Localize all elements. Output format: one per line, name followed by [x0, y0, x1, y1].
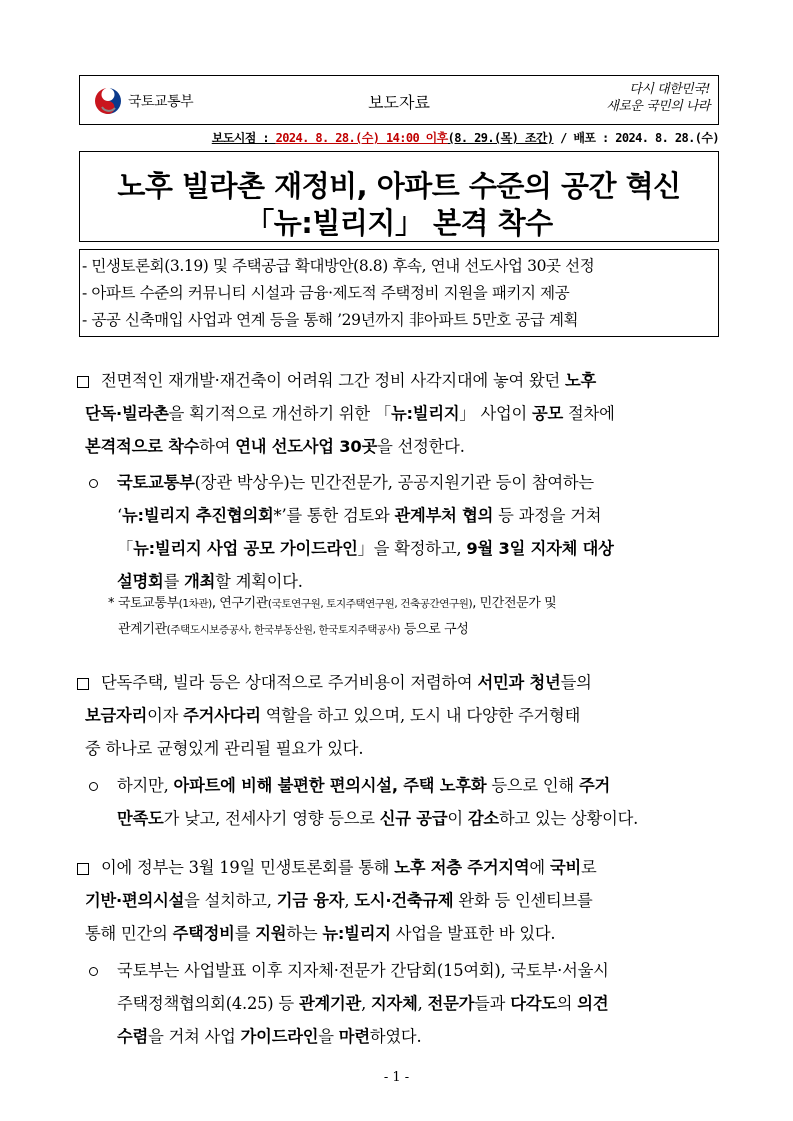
emphasis: 도시·건축규제 — [354, 891, 454, 910]
text: (1차관) — [178, 598, 212, 610]
paragraph-2 — [85, 666, 726, 765]
title-line1: 노후 빌라촌 재정비, 아파트 수준의 공간 혁신 — [117, 169, 681, 203]
text: *’를 통한 검토와 — [273, 506, 395, 525]
subtitle-box — [79, 249, 719, 337]
text: 관계기관 — [118, 622, 167, 637]
title-box — [79, 151, 719, 242]
emphasis: 보금자리 — [85, 706, 148, 725]
text: 을 설치하고, — [184, 891, 277, 910]
emphasis: 가이드라인 — [240, 1027, 319, 1046]
emphasis: 감소 — [467, 809, 499, 828]
emphasis: 지원 — [255, 924, 287, 943]
emphasis: 서민과 청년 — [477, 673, 561, 692]
emphasis: 단독·빌라촌 — [85, 404, 169, 423]
text: 하였다. — [369, 1027, 422, 1046]
emphasis: 국비 — [549, 858, 581, 877]
text: 사업을 발표한 바 있다. — [390, 924, 556, 943]
emphasis: 수렴 — [117, 1027, 149, 1046]
emphasis: 아파트에 비해 불편한 편의시설, 주택 노후화 — [173, 776, 487, 795]
text: 「 — [117, 539, 134, 558]
paragraph-1 — [85, 364, 726, 463]
emphasis: 의견 — [577, 994, 609, 1013]
emphasis: 9월 3일 지자체 대상 — [466, 539, 614, 558]
emphasis: 관계부처 협의 — [394, 506, 494, 525]
emphasis: 노후 — [565, 371, 597, 390]
text: 통해 민간의 — [85, 924, 173, 943]
text: 등으로 구성 — [400, 622, 469, 637]
circle-bullet-icon — [89, 782, 98, 791]
text: * — [108, 596, 118, 611]
text: 하고 있는 상황이다. — [498, 809, 639, 828]
emphasis: 주거사다리 — [183, 706, 261, 725]
emphasis: 뉴:빌리지 사업 공모 가이드라인 — [133, 539, 358, 558]
subtitle-line: - 민생토론회(3.19) 및 주택공급 확대방안(8.8) 후속, 연내 선도사업 30곳 선정 — [82, 257, 595, 275]
release-morning: (8. 29.(목) 조간) — [447, 131, 554, 145]
emphasis: 뉴:빌리지 — [322, 924, 391, 943]
release-label: 보도시점 : — [211, 131, 276, 145]
text: 단독주택, 빌라 등은 상대적으로 주거비용이 저렴하여 — [101, 673, 478, 692]
text: 가 낮고, 전세사기 영향 등으로 — [163, 809, 380, 828]
emphasis: 마련 — [338, 1027, 370, 1046]
emphasis: 개최 — [184, 572, 216, 591]
text: 주택정책협의회(4.25) 등 — [117, 994, 299, 1013]
text: 중 하나로 균형있게 관리될 필요가 있다. — [85, 739, 364, 758]
text: 역할을 하고 있으며, 도시 내 다양한 주거형태 — [260, 706, 581, 725]
circle-bullet-icon — [89, 479, 98, 488]
emphasis: 연내 선도사업 30곳 — [235, 437, 378, 456]
subtitle-line: - 공공 신축매입 사업과 연계 등을 통해 ’29년까지 非아파트 5만호 공급 계획 — [82, 311, 579, 329]
subparagraph-1 — [117, 466, 722, 598]
text: 에 — [529, 858, 550, 877]
text: 를 — [163, 572, 185, 591]
emphasis: 기금 융자 — [276, 891, 345, 910]
text: (주택도시보증공사, 한국부동산원, 한국토지주택공사) — [166, 624, 401, 636]
text: 이 — [447, 809, 468, 828]
text: 이자 — [147, 706, 184, 725]
doc-type: 보도자료 — [368, 93, 430, 112]
square-bullet-icon — [77, 678, 89, 690]
square-bullet-icon — [77, 863, 89, 875]
subparagraph-3 — [117, 954, 722, 1053]
text: , — [361, 994, 372, 1013]
emphasis: 지자체 — [371, 994, 418, 1013]
text: 을 선정한다. — [377, 437, 465, 456]
text: 」을 확정하고, — [357, 539, 467, 558]
emphasis: 다각도 — [510, 994, 557, 1013]
footnote — [108, 591, 556, 643]
text: 들의 — [560, 673, 592, 692]
emphasis: 설명회 — [117, 572, 164, 591]
header-box — [79, 75, 719, 125]
text: , — [344, 891, 355, 910]
emphasis: 노후 저층 주거지역 — [394, 858, 530, 877]
text: 국토부는 사업발표 이후 지자체·전문가 간담회(15여회), 국토부·서울시 — [117, 961, 609, 980]
text: , 민간전문가 및 — [472, 596, 557, 611]
text: 절차에 — [563, 404, 615, 423]
release-info — [212, 129, 719, 146]
text: (국토연구원, 토지주택연구원, 건축공간연구원) — [267, 598, 473, 610]
text: 하여 — [199, 437, 236, 456]
emphasis: 신규 공급 — [379, 809, 448, 828]
text: 를 — [234, 924, 256, 943]
emphasis: 본격적으로 착수 — [85, 437, 200, 456]
release-time: 2024. 8. 28.(수) 14:00 이후 — [275, 131, 448, 145]
emphasis: 공모 — [532, 404, 564, 423]
text: 국토교통부 — [117, 596, 179, 611]
subparagraph-2 — [117, 769, 722, 835]
emphasis: 전문가 — [427, 994, 475, 1013]
text: 등 과정을 거쳐 — [493, 506, 602, 525]
title-line2: 「뉴:빌리지」 본격 착수 — [245, 206, 553, 240]
text: , 연구기관 — [211, 596, 268, 611]
text: 을 획기적으로 개선하기 위한 「 — [168, 404, 391, 423]
text: 의 — [556, 994, 578, 1013]
square-bullet-icon — [77, 376, 89, 388]
slogan — [580, 81, 710, 115]
emphasis: 주택정비 — [172, 924, 235, 943]
emphasis: 기반·편의시설 — [85, 891, 185, 910]
paragraph-3 — [85, 851, 726, 950]
ministry-name: 국토교통부 — [128, 94, 194, 110]
slogan-line2: 새로운 국민의 나라 — [606, 99, 710, 114]
text: 들과 — [474, 994, 511, 1013]
text: , — [417, 994, 428, 1013]
text: 이에 정부는 3월 19일 민생토론회를 통해 — [101, 858, 395, 877]
circle-bullet-icon — [89, 967, 98, 976]
emphasis: 뉴:빌리지 추진협의회 — [121, 506, 274, 525]
text: 할 계획이다. — [215, 572, 303, 591]
emphasis: 관계기관 — [298, 994, 362, 1013]
text: 등으로 인해 — [486, 776, 579, 795]
text: (장관 박상우)는 민간전문가, 공공지원기관 등이 참여하는 — [194, 473, 594, 492]
text: 을 — [318, 1027, 339, 1046]
release-distribution: / 배포 : 2024. 8. 28.(수) — [553, 131, 719, 145]
text: 을 거쳐 사업 — [148, 1027, 241, 1046]
text: 로 — [581, 858, 597, 877]
subtitle-line: - 아파트 수준의 커뮤니티 시설과 금융·제도적 주택정비 지원을 패키지 제공 — [82, 284, 570, 302]
text: 완화 등 인센티브를 — [453, 891, 593, 910]
text: 하는 — [286, 924, 323, 943]
page-number: - 1 - — [383, 1070, 410, 1085]
text: 」 사업이 — [459, 404, 533, 423]
text: 하지만, — [117, 776, 174, 795]
emphasis: 만족도 — [117, 809, 164, 828]
emphasis: 국토교통부 — [117, 473, 195, 492]
text: ‘ — [117, 506, 122, 525]
emphasis: 주거 — [578, 776, 611, 795]
slogan-line1: 다시 대한민국! — [629, 82, 710, 97]
emphasis: 뉴:빌리지 — [390, 404, 460, 423]
text: 전면적인 재개발·재건축이 어려워 그간 정비 사각지대에 놓여 왔던 — [101, 371, 566, 390]
